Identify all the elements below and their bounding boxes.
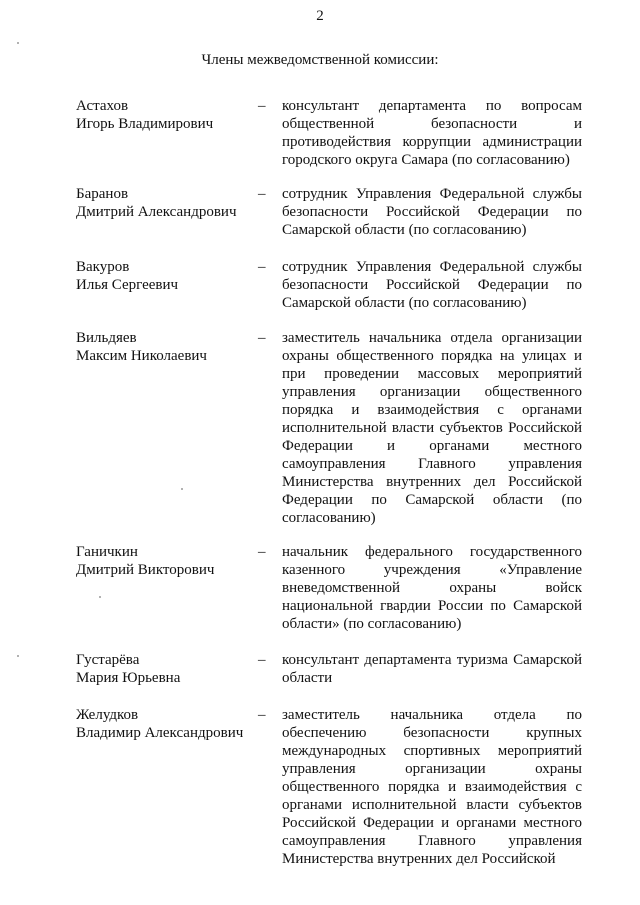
member-role-line: органами исполнительной власти субъектов — [282, 797, 582, 813]
member-role-line: сотрудник Управления Федеральной службы — [282, 186, 582, 202]
member-name — [76, 329, 256, 365]
member-name — [76, 258, 256, 294]
member-role-line: области» (по согласованию) — [282, 616, 462, 632]
member-given-names: Илья Сергеевич — [76, 277, 179, 293]
member-dash: – — [258, 707, 266, 723]
member-role-line: охраны общественного порядка на улицах и — [282, 348, 582, 364]
member-dash: – — [258, 652, 266, 668]
member-role-line: городского округа Самара (по согласованию) — [282, 152, 570, 168]
member-role-line: безопасности Российской Федерации по — [282, 204, 582, 220]
member-role-line: Самарской области (по согласованию) — [282, 222, 527, 238]
member-role-line: исполнительной власти субъектов Российской — [282, 420, 582, 436]
member-given-names: Максим Николаевич — [76, 348, 207, 364]
member-role-line: обеспечению безопасности крупных — [282, 725, 582, 741]
member-dash: – — [258, 98, 266, 114]
member-role-line: начальник федерального государственного — [282, 544, 582, 560]
member-role-line: самоуправления Главного управления — [282, 456, 582, 472]
member-role-line: Российской Федерации и органами местного — [282, 815, 582, 831]
member-surname: Вакуров — [76, 259, 130, 275]
member-role-line: консультант департамента по вопросам — [282, 98, 582, 114]
member-surname: Вильдяев — [76, 330, 137, 346]
member-role-line: вневедомственной охраны войск — [282, 580, 582, 596]
member-role — [282, 543, 582, 633]
member-role-line: заместитель начальника отдела организации — [282, 330, 582, 346]
member-role-line: безопасности Российской Федерации по — [282, 277, 582, 293]
member-surname: Ганичкин — [76, 544, 138, 560]
member-role-line: при проведении массовых мероприятий — [282, 366, 582, 382]
member-role-line: международных спортивных мероприятий — [282, 743, 582, 759]
member-role-line: общественной безопасности и — [282, 116, 582, 132]
scan-speck — [181, 488, 183, 490]
member-given-names: Дмитрий Александрович — [76, 204, 237, 220]
member-role-line: Федерации и органами местного — [282, 438, 582, 454]
member-surname: Густарёва — [76, 652, 140, 668]
member-name — [76, 706, 256, 742]
member-role-line: консультант департамента туризма Самарской — [282, 652, 582, 668]
member-role-line: согласованию) — [282, 510, 376, 526]
member-role-line: общественного порядка и взаимодействия с — [282, 779, 582, 795]
member-role-line: заместитель начальника отдела по — [282, 707, 582, 723]
members-heading: Члены межведомственной комиссии: — [201, 52, 439, 68]
member-dash: – — [258, 259, 266, 275]
member-role — [282, 706, 582, 868]
member-role-line: области — [282, 670, 333, 686]
member-role-line: Министерства внутренних дел Российской — [282, 474, 582, 490]
member-role-line: Самарской области (по согласованию) — [282, 295, 527, 311]
member-name — [76, 97, 256, 133]
member-name — [76, 185, 256, 221]
member-role — [282, 97, 582, 169]
member-given-names: Дмитрий Викторович — [76, 562, 215, 578]
member-dash: – — [258, 186, 266, 202]
member-role-line: национальной гвардии России по Самарской — [282, 598, 582, 614]
member-role-line: казенного учреждения «Управление — [282, 562, 582, 578]
member-name — [76, 543, 256, 579]
member-dash: – — [258, 330, 266, 346]
member-surname: Баранов — [76, 186, 129, 202]
member-role — [282, 329, 582, 527]
page-number: 2 — [316, 8, 324, 24]
scan-speck — [99, 596, 101, 598]
scan-speck — [17, 655, 19, 657]
member-dash: – — [258, 544, 266, 560]
member-role-line: управления организации охраны — [282, 761, 582, 777]
member-role-line: сотрудник Управления Федеральной службы — [282, 259, 582, 275]
scan-speck — [17, 42, 19, 44]
member-role-line: противодействия коррупции администрации — [282, 134, 582, 150]
member-role-line: самоуправления Главного управления — [282, 833, 582, 849]
member-role-line: Федерации по Самарской области (по — [282, 492, 582, 508]
member-role — [282, 651, 582, 687]
member-role-line: управления организации общественного — [282, 384, 582, 400]
member-name — [76, 651, 256, 687]
member-surname: Желудков — [76, 707, 139, 723]
member-surname: Астахов — [76, 98, 129, 114]
member-role — [282, 258, 582, 312]
member-given-names: Мария Юрьевна — [76, 670, 181, 686]
member-given-names: Игорь Владимирович — [76, 116, 214, 132]
member-role — [282, 185, 582, 239]
member-role-line: порядка и взаимодействия с органами — [282, 402, 582, 418]
member-role-line: Министерства внутренних дел Российской — [282, 851, 556, 867]
member-given-names: Владимир Александрович — [76, 725, 244, 741]
